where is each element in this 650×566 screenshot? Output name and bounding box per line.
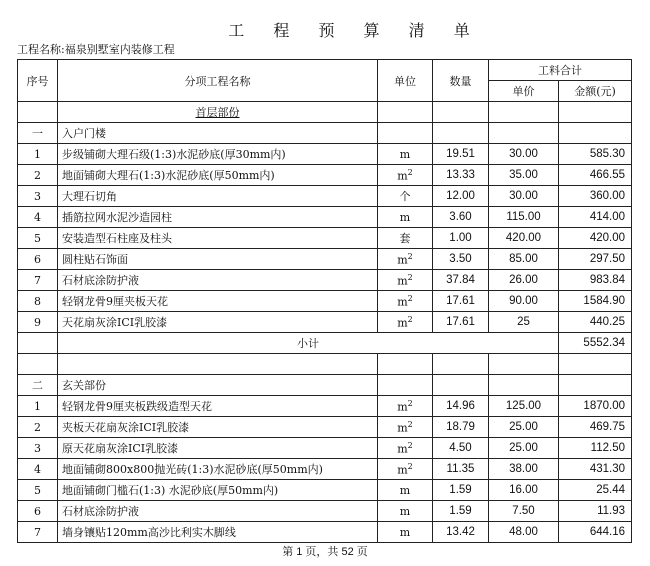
empty-cell [559,375,632,396]
header-seq: 序号 [18,60,58,102]
section-title: 首层部份 [58,102,378,123]
row-unit: $m^2$ [378,459,433,480]
page-footer: 第 1 页，共 52 页 [282,546,368,558]
row-amount: 297.50 [559,249,632,270]
row-item-name: 大理石切角 [58,186,378,207]
row-quantity: 11.35 [433,459,489,480]
row-number: 4 [18,207,58,228]
row-number: 7 [18,270,58,291]
row-item-name: 地面铺砌800x800抛光砖(1:3)水泥砂底(厚50mm内) [58,459,378,480]
row-unit: $m^2$ [378,291,433,312]
row-unit-price: 35.00 [489,165,559,186]
row-unit: $m^2$ [378,417,433,438]
row-unit-price: 30.00 [489,186,559,207]
row-unit: $m^2$ [378,165,433,186]
table-row [18,438,632,459]
row-unit-price: 125.00 [489,396,559,417]
empty-cell [489,375,559,396]
row-quantity: 14.96 [433,396,489,417]
row-item-name: 原天花扇灰涂ICI乳胶漆 [58,438,378,459]
row-item-name: 插筋拉网水泥沙造园柱 [58,207,378,228]
table-row [18,312,632,333]
row-amount: 25.44 [559,480,632,501]
row-item-name: 安装造型石柱座及柱头 [58,228,378,249]
row-amount: 585.30 [559,144,632,165]
row-unit: m [378,480,433,501]
table-row [18,186,632,207]
row-item-name: 夹板天花扇灰涂ICI乳胶漆 [58,417,378,438]
row-unit-price: 85.00 [489,249,559,270]
row-unit-price: 25 [489,312,559,333]
row-unit-price: 25.00 [489,417,559,438]
subtotal-seq [18,333,58,354]
row-number: 1 [18,396,58,417]
row-number: 6 [18,501,58,522]
table-row [18,522,632,543]
row-amount: 414.00 [559,207,632,228]
row-number: 1 [18,144,58,165]
row-unit-price: 90.00 [489,291,559,312]
header-unit: 单位 [378,60,433,102]
row-quantity: 1.00 [433,228,489,249]
table-row [18,417,632,438]
header-qty: 数量 [433,60,489,102]
table-row [18,396,632,417]
row-unit: 个 [378,186,433,207]
row-unit-price: 16.00 [489,480,559,501]
row-quantity: 13.42 [433,522,489,543]
row-unit-price: 30.00 [489,144,559,165]
row-unit: $m^2$ [378,396,433,417]
row-unit: $m^2$ [378,438,433,459]
row-amount: 112.50 [559,438,632,459]
group-index: 二 [18,375,58,396]
row-quantity: 13.33 [433,165,489,186]
row-number: 8 [18,291,58,312]
header-amount: 金额(元) [559,81,632,102]
row-unit: m [378,501,433,522]
row-number: 2 [18,417,58,438]
table-row [18,207,632,228]
row-quantity: 12.00 [433,186,489,207]
row-unit-price: 7.50 [489,501,559,522]
row-amount: 983.84 [559,270,632,291]
row-number: 5 [18,228,58,249]
empty-cell [378,375,433,396]
row-number: 3 [18,186,58,207]
subtotal-amount: 5552.34 [559,333,632,354]
subtotal-label: 小计 [58,333,559,354]
table-row [18,144,632,165]
table-row [18,501,632,522]
row-number: 2 [18,165,58,186]
row-unit-price: 38.00 [489,459,559,480]
row-quantity: 37.84 [433,270,489,291]
row-unit-price: 48.00 [489,522,559,543]
row-quantity: 3.50 [433,249,489,270]
table-row [18,480,632,501]
row-item-name: 墙身镶贴120mm高沙比利实木脚线 [58,522,378,543]
row-unit: $m^2$ [378,312,433,333]
row-item-name: 地面铺砌门槛石(1:3) 水泥砂底(厚50mm内) [58,480,378,501]
row-unit: m [378,144,433,165]
row-quantity: 1.59 [433,480,489,501]
row-item-name: 步级铺砌大理石级(1:3)水泥砂底(厚30mm内) [58,144,378,165]
row-number: 3 [18,438,58,459]
table-row [18,228,632,249]
row-unit-price: 420.00 [489,228,559,249]
row-number: 9 [18,312,58,333]
row-amount: 1584.90 [559,291,632,312]
row-amount: 1870.00 [559,396,632,417]
row-unit: $m^2$ [378,249,433,270]
row-quantity: 17.61 [433,312,489,333]
row-item-name: 轻钢龙骨9厘夹板跌级造型天花 [58,396,378,417]
row-amount: 466.55 [559,165,632,186]
row-amount: 440.25 [559,312,632,333]
row-quantity: 4.50 [433,438,489,459]
row-number: 6 [18,249,58,270]
row-quantity: 18.79 [433,417,489,438]
row-unit: m [378,522,433,543]
row-quantity: 17.61 [433,291,489,312]
row-item-name: 石材底涂防护液 [58,270,378,291]
row-unit: 套 [378,228,433,249]
header-price: 单价 [489,81,559,102]
row-number: 4 [18,459,58,480]
subtotal-row [18,333,632,354]
row-number: 7 [18,522,58,543]
row-quantity: 3.60 [433,207,489,228]
header-group: 工料合计 [489,60,632,81]
row-amount: 11.93 [559,501,632,522]
row-amount: 644.16 [559,522,632,543]
project-name: 工程名称:福泉别墅室内装修工程 [17,43,175,56]
row-unit: m [378,207,433,228]
row-amount: 420.00 [559,228,632,249]
table-row [18,270,632,291]
row-item-name: 轻钢龙骨9厘夹板天花 [58,291,378,312]
row-amount: 469.75 [559,417,632,438]
row-unit-price: 25.00 [489,438,559,459]
header-item: 分项工程名称 [58,60,378,102]
row-item-name: 地面铺砌大理石(1:3)水泥砂底(厚50mm内) [58,165,378,186]
row-unit: $m^2$ [378,270,433,291]
table-row [18,291,632,312]
row-unit-price: 26.00 [489,270,559,291]
empty-cell [433,375,489,396]
row-item-name: 石材底涂防护液 [58,501,378,522]
budget-table [17,59,632,543]
row-number: 5 [18,480,58,501]
row-quantity: 19.51 [433,144,489,165]
group-name: 入户门楼 [58,123,378,144]
row-amount: 431.30 [559,459,632,480]
group-index: 一 [18,123,58,144]
row-item-name: 圆柱贴石饰面 [58,249,378,270]
table-row [18,459,632,480]
row-quantity: 1.59 [433,501,489,522]
group-name: 玄关部份 [58,375,378,396]
row-unit-price: 115.00 [489,207,559,228]
document-title: 工 程 预 算 清 单 [228,21,482,40]
row-item-name: 天花扇灰涂ICI乳胶漆 [58,312,378,333]
table-row [18,249,632,270]
table-row [18,165,632,186]
row-amount: 360.00 [559,186,632,207]
